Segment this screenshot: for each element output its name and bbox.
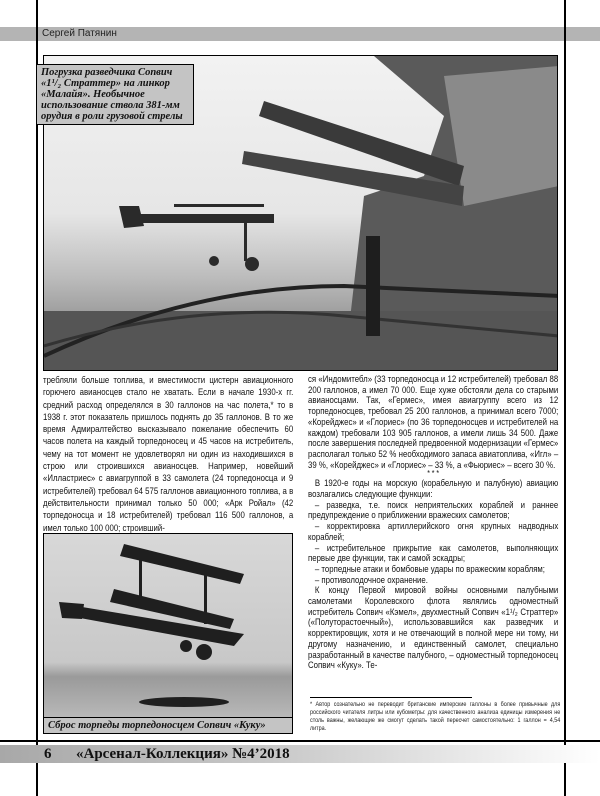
page-number: 6 [44,746,52,762]
list-item: – противолодочное охранение. [314,574,428,585]
list-item: – разведка, т.е. поиск неприятельских кораблей и раннее предупреждение о приближении вражеских самолетов; [308,499,559,521]
photo-top-caption: Погрузка разведчика Сопвич «1¹/₂ Страттер» на линкор «Малайя». Необычное использование ствола 381-мм орудия в роли грузовой стрелы [36,64,194,125]
footnote-block [310,701,560,733]
paragraph: требляли больше топлива, и вместимости цистерн авиационного горючего авианосцев стало не хватать. Если в начале 1930-х гг. средний расход определялся в 30 галлонов на час полета,* то в 1938 г. этот показатель пришлось поднять до 35 галлонов. В то же время Адмиралтейство высказывало пожелание обеспечить 60 часов полета на каждый торпедоносец и 45 часов на истребитель, чему на тот момент не удовлетворял ни один из находившихся в строю или строившихся авианосцев. Например, новейший «Илластриес» с авиагруппой в 33 самолета (24 торпедоносца и 9 истребителей) требовал 64 575 галлонов авиационного топлива, а в действительности принимал только 50 000; «Арк Ройал» (42 торпедоносца и 18 истребителей) требовал 116 500 галлонов, а имел только 100 000; строивший- [43,375,294,533]
photo-bottom-caption: Сброс торпеды торпедоносцем Сопвич «Куку» [43,717,293,734]
left-column-text [43,374,293,534]
magazine-title: «Арсенал-Коллекция» №4’2018 [76,746,290,762]
right-column-text [308,374,558,671]
paragraph: ся «Индомитебл» (33 торпедоносца и 12 истребителей) требовал 88 200 галлонов, а имел 70 000. Еще хуже обстояли дела со старыми авианосцами. Так, «Гермес», имея авиагруппу всего из 12 торпедоносцев, требовал 25 200 галлонов, а принимал всего 7000; «Корейджес» и «Глориес» (по 36 торпедоносцев и истребителей на каждом) требовали 103 905 галлонов, а имели лишь 34 500. Даже после завершения последней предвоенной модернизации «Гермес» располагал только 52 % необходимого запаса авиатоплива, «Игл» – 39 %, «Корейджес» и «Глориес» – 33 %, а «Фьюриес» – всего 30 %. [308,374,559,470]
footer-rule [0,740,600,742]
list-item: – торпедные атаки и бомбовые удары по вражеским кораблям; [314,563,545,574]
paragraph: К концу Первой мировой войны основными палубными самолетами Королевского флота являлись одноместный истребитель Сопвич «Кэмел», двухместный Сопвич «1¹/₂ Страттер» («Полуторастоечный»), использовавшийся как разведчик и корректировщик, хотя и не отвечающий в полной мере ни тому, ни другому назначению, и единственный самолет, специально разработанный в качестве палубного, – одноместный торпедоносец Сопвич «Куку». Те- [308,585,559,671]
section-separator: * * * [427,469,440,479]
paragraph: В 1920-е годы на морскую (корабельную и палубную) авиацию возлагались следующие функции: [308,478,559,500]
footnote-rule [310,697,472,698]
torpedo-bomber-illustration [44,534,293,718]
right-margin-rule [564,0,566,796]
list-item: – истребительное прикрытие как самолетов, выполняющих первые две функции, так и самой эскадры; [308,542,559,564]
footnote: * Автор сознательно не переводит британские имперские галлоны в более привычные для российского читателя литры или кубометры: для качественного анализа единицы измерения не столь важны, желающие же смогут сделать такой пересчет самостоятельно: 1 галлон = 4,54 литра. [310,701,561,732]
list-item: – корректировка артиллерийского огня крупных надводных кораблей; [308,521,559,542]
photo-torpedo-drop [43,533,293,718]
author-name: Сергей Патянин [42,28,117,39]
